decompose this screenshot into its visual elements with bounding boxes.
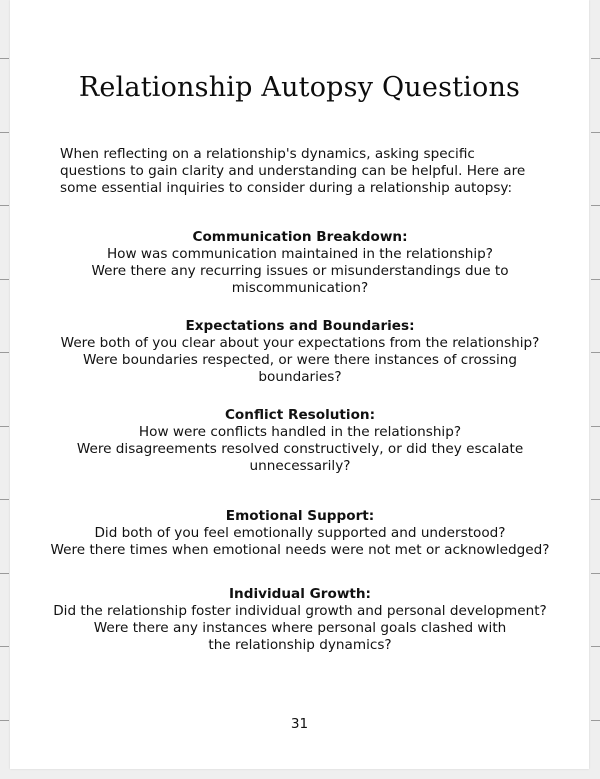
edge-mark — [0, 499, 9, 500]
edge-mark — [591, 573, 600, 574]
page-number: 31 — [290, 716, 309, 732]
section-heading: Emotional Support: — [225, 508, 375, 524]
edge-mark — [591, 426, 600, 427]
edge-mark — [591, 646, 600, 647]
question-line: How was communication maintained in the relationship? — [106, 246, 494, 262]
question-line: Were there times when emotional needs were not met or acknowledged? — [50, 542, 550, 558]
edge-mark — [591, 205, 600, 206]
question-line: Were there any instances where personal goals clashed with the relationship dynamics? — [93, 620, 507, 653]
edge-mark — [591, 352, 600, 353]
question-line: How were conflicts handled in the relationship? — [138, 424, 462, 440]
question-line: Did the relationship foster individual growth and personal development? — [53, 603, 547, 619]
page-title: Relationship Autopsy Questions — [78, 72, 521, 103]
section-conflict-resolution — [50, 407, 550, 475]
edge-mark — [0, 573, 9, 574]
edge-mark — [0, 426, 9, 427]
section-communication-breakdown — [50, 229, 550, 297]
edge-mark — [0, 58, 9, 59]
question-line: Were disagreements resolved constructively, or did they escalate unnecessarily? — [76, 441, 524, 474]
section-heading: Conflict Resolution: — [224, 407, 376, 423]
edge-mark — [591, 58, 600, 59]
section-emotional-support — [50, 508, 550, 559]
edge-mark — [0, 205, 9, 206]
question-line: Were boundaries respected, or were there instances of crossing boundaries? — [82, 352, 518, 385]
section-heading: Expectations and Boundaries: — [185, 318, 415, 334]
intro-paragraph: When reflecting on a relationship's dynamics, asking specific questions to gain clarity and understanding can be helpful. Here are some essential inquiries to consider during a relationship autopsy: — [60, 146, 526, 196]
edge-mark — [591, 279, 600, 280]
edge-mark — [591, 132, 600, 133]
edge-mark — [0, 352, 9, 353]
edge-mark — [0, 720, 9, 721]
document-page — [10, 0, 589, 769]
edge-mark — [0, 132, 9, 133]
edge-mark — [0, 279, 9, 280]
edge-mark — [591, 720, 600, 721]
section-expectations-boundaries — [50, 318, 550, 386]
section-individual-growth — [50, 586, 550, 654]
section-heading: Communication Breakdown: — [192, 229, 408, 245]
question-line: Were there any recurring issues or misunderstandings due to miscommunication? — [91, 263, 509, 296]
question-line: Were both of you clear about your expectations from the relationship? — [60, 335, 540, 351]
edge-mark — [591, 499, 600, 500]
edge-mark — [0, 646, 9, 647]
section-heading: Individual Growth: — [229, 586, 371, 602]
question-line: Did both of you feel emotionally supported and understood? — [94, 525, 506, 541]
